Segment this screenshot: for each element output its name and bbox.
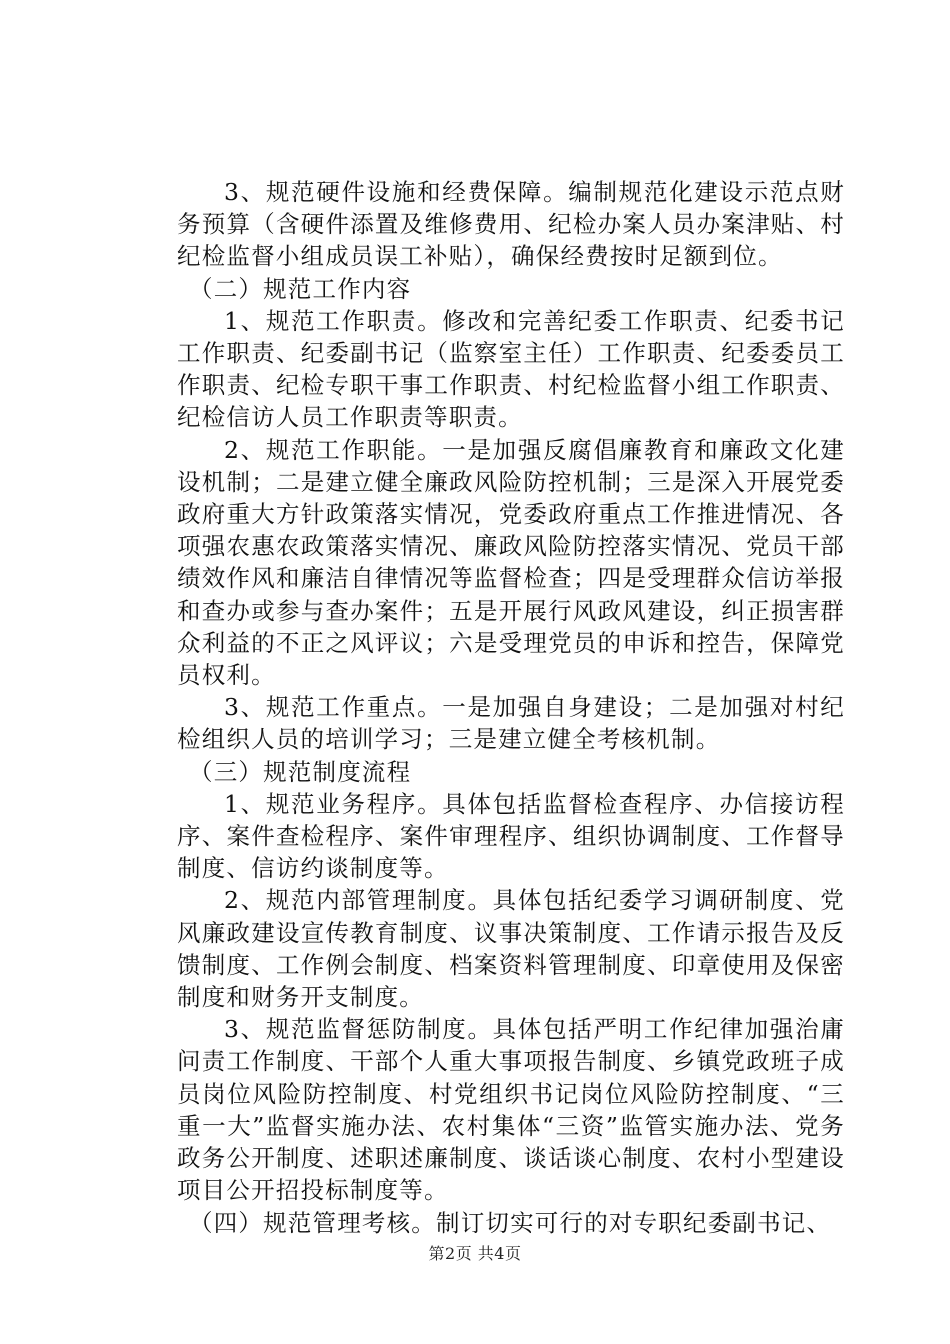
page-number-footer: 第2页 共4页 [428, 1244, 522, 1263]
paragraph-work-focus: 3、规范工作重点。一是加强自身建设；二是加强对村纪检组织人员的培训学习；三是建立健全考核机制。 [177, 693, 845, 754]
document-body [177, 176, 845, 1239]
paragraph-work-functions: 2、规范工作职能。一是加强反腐倡廉教育和廉政文化建设机制；二是建立健全廉政风险防控机制；三是深入开展党委政府重大方针政策落实情况，党委政府重点工作推进情况、各项强农惠农政策落实情况、廉政风险防控落实情况、党员干部绩效作风和廉洁自律情况等监督检查；四是受理群众信访举报和查办或参与查办案件；五是开展行风政风建设，纠正损害群众利益的不正之风评议；六是受理党员的申诉和控告，保障党员权利。 [177, 435, 845, 690]
section-heading-assessment: （四）规范管理考核。制订切实可行的对专职纪委副书记、 [189, 1208, 832, 1237]
paragraph-internal-management: 2、规范内部管理制度。具体包括纪委学习调研制度、党风廉政建设宣传教育制度、议事决策制度、工作请示报告及反馈制度、工作例会制度、档案资料管理制度、印章使用及保密制度和财务开支制度。 [177, 886, 845, 1012]
section-heading-procedures: （三）规范制度流程 [189, 757, 412, 786]
paragraph-hardware-funding: 3、规范硬件设施和经费保障。编制规范化建设示范点财务预算（含硬件添置及维修费用、纪检办案人员办案津贴、村纪检监督小组成员误工补贴），确保经费按时足额到位。 [177, 178, 845, 271]
paragraph-business-procedures: 1、规范业务程序。具体包括监督检查程序、办信接访程序、案件查检程序、案件审理程序、组织协调制度、工作督导制度、信访约谈制度等。 [177, 789, 845, 883]
paragraph-work-duties: 1、规范工作职责。修改和完善纪委工作职责、纪委书记工作职责、纪委副书记（监察室主任）工作职责、纪委委员工作职责、纪检专职干事工作职责、村纪检监督小组工作职责、纪检信访人员工作职责等职责。 [177, 306, 845, 432]
section-heading-work-content: （二）规范工作内容 [189, 274, 412, 303]
paragraph-supervision-system: 3、规范监督惩防制度。具体包括严明工作纪律加强治庸问责工作制度、干部个人重大事项报告制度、乡镇党政班子成员岗位风险防控制度、村党组织书记岗位风险防控制度、“三重一大”监督实施办法、农村集体“三资”监管实施办法、党务政务公开制度、述职述廉制度、谈话谈心制度、农村小型建设项目公开招投标制度等。 [177, 1015, 845, 1205]
